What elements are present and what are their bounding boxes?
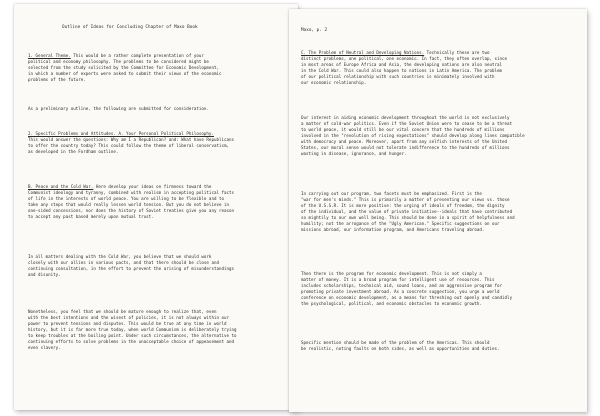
paragraph-nonetheless: Nonetheless, you feel that we should be mature enough to realize that, even with the best intentions and the wisest of policies, it is not always within our power to prevent tensions and disputes. This would be true at any time in world history, but it is far more true today, when world Communism is deliberately trying to keep troubles at the boiling point. Under such circumstances, the alternative to continuing efforts to solve problems in the unacceptable choice of appeasement and even slavery. <box>28 309 237 351</box>
document-page-1 <box>14 4 298 410</box>
paragraph-general-theme: 1. General Theme. This would be a rather complete presentation of your political and economy philosophy. The problems to be considered might be selected from the study solicited by the Committee for Economic Development, in which a number of experts were asked to submit their views of the economic problems of the future. <box>28 53 222 83</box>
paragraph-neutral-nations: C. The Problem of Neutral and Developing Nations. Technically these are two distinct problems, one political, one economic. In fact, they often overlap, since in most areas of Europe Africa and Asia, the developing nations are also neutral in the Cold War. This could also happen to nations in Latin America. The problem of our political relationship with such countries is minimately involved with our economic relationship. <box>301 50 508 86</box>
section-heading: B. Peace and the Cold War. <box>28 184 94 189</box>
paragraph-allies: In all matters dealing with the Cold War, you believe that we should work closely with our allies in various pacts, and that there should be close and continuing consultation, in the effort to prevent the arising of misunderstandings and disunity. <box>28 254 235 278</box>
paragraph-peace-cold-war: B. Peace and the Cold War. Here develop your ideas on firmness toward the Communist ideology and tyranny, combined with realism in accepting political facts of life in the interests of world peace. You are willing to be flexible and to take any steps that would really lessen world tension. But you do not believe in one-sided concessions, nor does the history of Soviet treaties give you any reason to accept any past based merely upon mutual trust. <box>28 184 235 220</box>
paragraph-specific-problems: 2. Specific Problems and Attitudes. A. Your Personal Political Philosophy. This would answer the questions: Why am I a Republican? and: What have Republicans to offer the country today? This could follow the theme of liberal conservatism, as developed in the Fordham outline. <box>28 131 235 155</box>
page-header: Maxo, p. 2 <box>301 28 328 33</box>
page-title: Outline of Ideas for Concluding Chapter of Maxo Book <box>62 25 198 30</box>
paragraph-preliminary: As a preliminary outline, the following are submitted for consideration. <box>28 106 209 111</box>
paragraph-carrying-out: In carrying out our program, two facets must be emphasized. First is the "war for men's minds." This is primarily a matter of presenting our views vs. those of the U.S.S.R. It is more positive: the urging of ideals of freedom, the dignity of the individual, and the value of private initiative--ideals that have contributed so mightily to our own well being. This should be done in a spirit of helpfulness and humility; not the arrogance of the "Ugly American." Specific suggestions on our missions abroad, our information program, and Americans traveling abroad. <box>301 191 515 233</box>
paragraph-economic-development: Then there is the program for economic development. This is not simply a matter of money. It is a broad program for intelligent use of resources. This includes scholarships, technical aid, sound loans, and an aggressive program for promoting private investment abroad. As a concrete suggestion, you urge a world conference on economic development, as a means for threshing out openly and candidly the psychological, political, and economic obstacles to economic growth. <box>301 271 513 307</box>
paragraph-our-interest: Our interest in aiding economic development throughout the world is not exclusively a matter of cold-war politics. Even if the Soviet Union were to cease to be a threat to world peace, it would still be our vital concern that the hundreds of millions involved in the "revolution of rising expectations" should develop along lines compatible with democracy and peace. Moreover, apart from any selfish interests of the United States, our moral sense would not tolerate indifference to the hundreds of millions wasting in disease, ignorance, and hunger. <box>301 115 525 157</box>
paragraph-americas: Specific mention should be made of the problem of the Americas. This should be realistic, noting faults on both sides, as well as opportunities and duties. <box>301 340 500 352</box>
section-heading: C. The Problem of Neutral and Developing Nations. <box>301 50 425 55</box>
document-page-2 <box>289 9 587 412</box>
section-heading: 2. Specific Problems and Attitudes. <box>28 131 116 136</box>
section-heading: 1. General Theme. <box>28 53 71 58</box>
